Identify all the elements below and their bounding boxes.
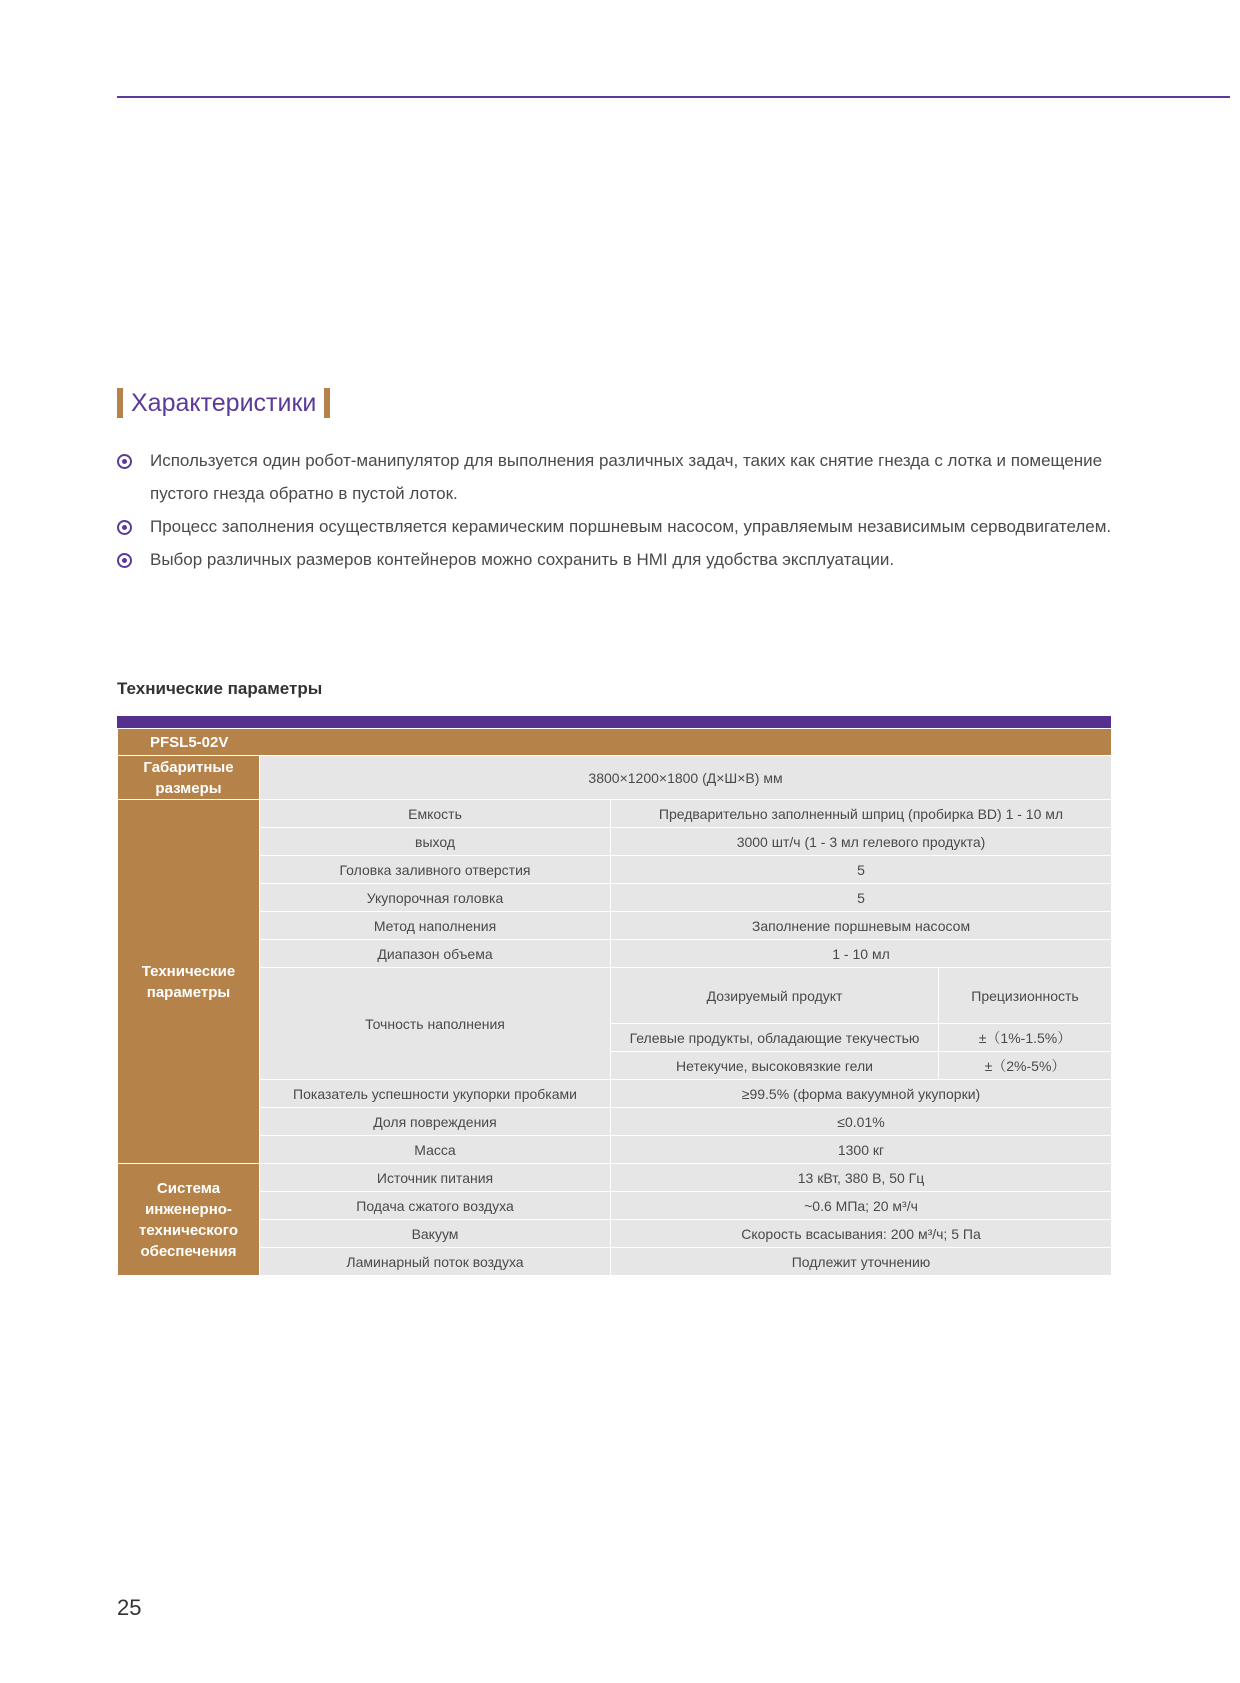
- table-row: [118, 1192, 1112, 1220]
- spec-table-wrapper: [117, 716, 1111, 1276]
- param-name: Ламинарный поток воздуха: [260, 1248, 611, 1276]
- param-value: 1 - 10 мл: [611, 940, 1112, 968]
- accuracy-head-product: Дозируемый продукт: [611, 968, 939, 1024]
- param-value: 3000 шт/ч (1 - 3 мл гелевого продукта): [611, 828, 1112, 856]
- accuracy-name: Точность наполнения: [260, 968, 611, 1080]
- radio-bullet-icon: [117, 520, 132, 535]
- param-value: 1300 кг: [611, 1136, 1112, 1164]
- param-name: Укупорочная головка: [260, 884, 611, 912]
- param-name: Источник питания: [260, 1164, 611, 1192]
- spec-table: [117, 728, 1112, 1276]
- list-item: [117, 510, 1117, 543]
- table-row: [118, 1108, 1112, 1136]
- page-number: 25: [117, 1595, 142, 1620]
- accuracy-product: Гелевые продукты, обладающие текучестью: [611, 1024, 939, 1052]
- heading-bar-right: [324, 388, 330, 418]
- table-row: [118, 1164, 1112, 1192]
- table-row: [118, 1080, 1112, 1108]
- param-name: Показатель успешности укупорки пробками: [260, 1080, 611, 1108]
- param-name: Доля повреждения: [260, 1108, 611, 1136]
- param-value: 13 кВт, 380 В, 50 Гц: [611, 1164, 1112, 1192]
- param-name: Головка заливного отверстия: [260, 856, 611, 884]
- category-dimensions: Габаритные размеры: [118, 756, 260, 800]
- radio-bullet-icon: [117, 454, 132, 469]
- radio-bullet-icon: [117, 553, 132, 568]
- table-row: [118, 1136, 1112, 1164]
- param-name: Масса: [260, 1136, 611, 1164]
- table-row: [118, 828, 1112, 856]
- param-value: 5: [611, 884, 1112, 912]
- table-row: [118, 1248, 1112, 1276]
- table-row: [118, 1220, 1112, 1248]
- param-value: Предварительно заполненный шприц (пробирка BD) 1 - 10 мл: [611, 800, 1112, 828]
- table-row: [118, 884, 1112, 912]
- param-value: ~0.6 МПа; 20 м³/ч: [611, 1192, 1112, 1220]
- table-top-strip: [117, 716, 1111, 728]
- feature-list: [117, 444, 1117, 576]
- feature-text: Выбор различных размеров контейнеров можно сохранить в HMI для удобства эксплуатации.: [150, 550, 895, 569]
- model-name: PFSL5-02V: [118, 729, 1112, 756]
- list-item: [117, 444, 1117, 510]
- table-row: [118, 856, 1112, 884]
- param-name: Емкость: [260, 800, 611, 828]
- category-utilities: Система инженерно-технического обеспечения: [118, 1164, 260, 1276]
- category-technical: Технические параметры: [118, 800, 260, 1164]
- param-name: Вакуум: [260, 1220, 611, 1248]
- param-value: ≥99.5% (форма вакуумной укупорки): [611, 1080, 1112, 1108]
- param-value: Заполнение поршневым насосом: [611, 912, 1112, 940]
- feature-text: Используется один робот-манипулятор для выполнения различных задач, таких как снятие гнезда с лотка и помещение пустого гнезда обратно в пустой лоток.: [150, 451, 1103, 503]
- param-name: Подача сжатого воздуха: [260, 1192, 611, 1220]
- param-value: ≤0.01%: [611, 1108, 1112, 1136]
- section-title: Характеристики: [131, 388, 317, 417]
- list-item: [117, 543, 1117, 576]
- table-row: [118, 968, 1112, 1024]
- accuracy-precision: ±（1%-1.5%）: [939, 1024, 1112, 1052]
- params-title: Технические параметры: [117, 679, 323, 698]
- feature-text: Процесс заполнения осуществляется керамическим поршневым насосом, управляемым независимым серводвигателем.: [150, 517, 1112, 536]
- param-value: Скорость всасывания: 200 м³/ч; 5 Па: [611, 1220, 1112, 1248]
- table-row: [118, 756, 1112, 800]
- param-name: выход: [260, 828, 611, 856]
- table-row: [118, 800, 1112, 828]
- param-name: Диапазон объема: [260, 940, 611, 968]
- accuracy-head-precision: Прецизионность: [939, 968, 1112, 1024]
- table-row: [118, 940, 1112, 968]
- heading-bar-left: [117, 388, 123, 418]
- dimensions-value: 3800×1200×1800 (Д×Ш×В) мм: [260, 756, 1112, 800]
- param-value: Подлежит уточнению: [611, 1248, 1112, 1276]
- param-value: 5: [611, 856, 1112, 884]
- table-row: [118, 912, 1112, 940]
- accuracy-precision: ±（2%-5%）: [939, 1052, 1112, 1080]
- param-name: Метод наполнения: [260, 912, 611, 940]
- top-rule: [117, 96, 1230, 98]
- section-heading: [117, 386, 330, 420]
- model-row: [118, 729, 1112, 756]
- accuracy-product: Нетекучие, высоковязкие гели: [611, 1052, 939, 1080]
